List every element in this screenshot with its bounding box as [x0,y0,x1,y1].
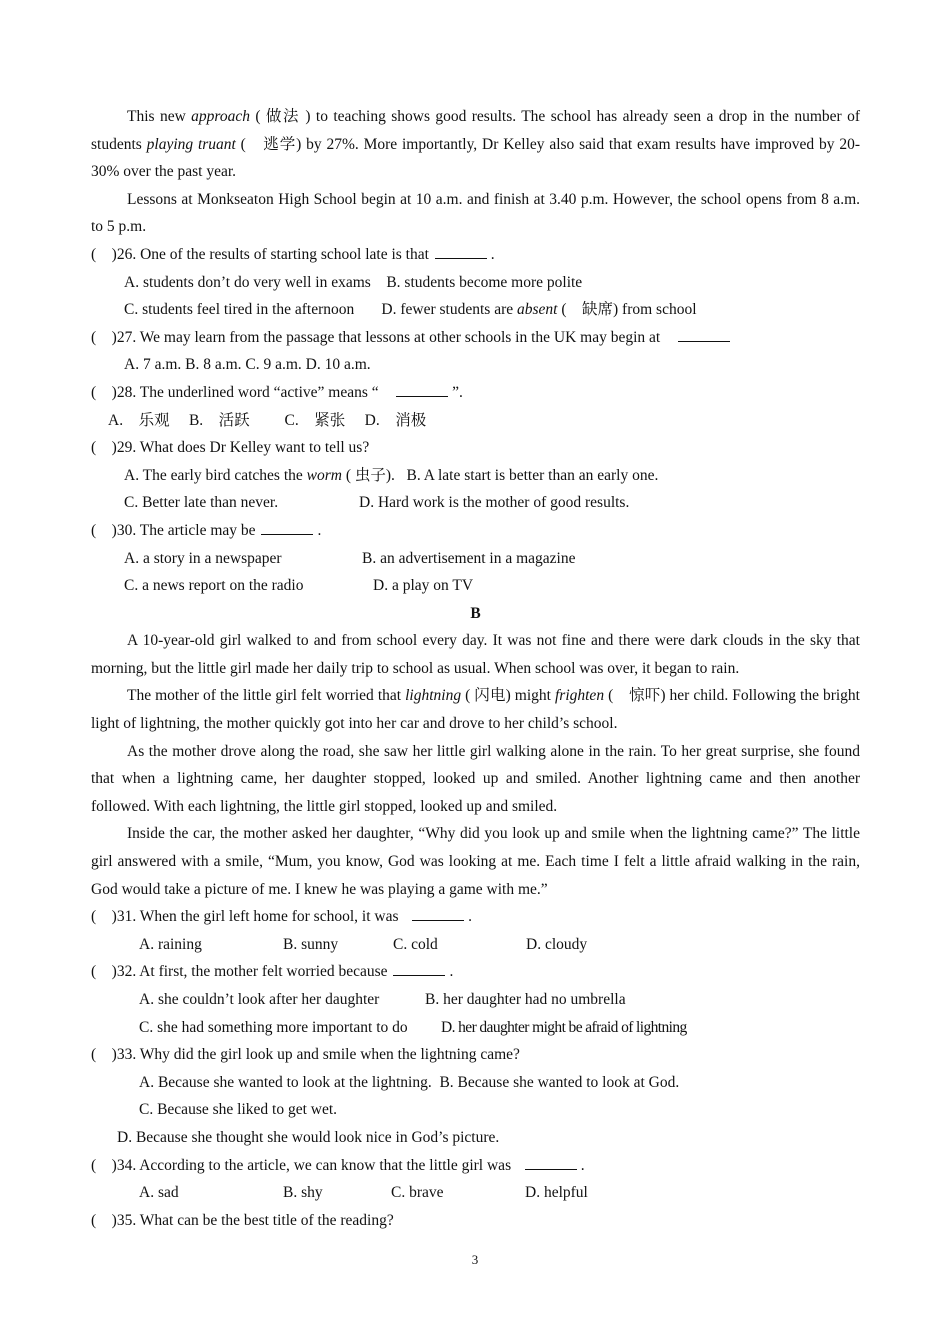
question-30: ( )30. The article may be . [91,517,860,545]
question-32: ( )32. At first, the mother felt worried because . [91,958,860,986]
option-a: A. The early bird catches the worm ( 虫子). [124,466,395,484]
option-d: D. 消极 [364,411,427,429]
options-30 [91,545,860,573]
options-32 [91,986,860,1014]
option-d: D. her daughter might be afraid of lightning [441,1018,687,1036]
passage-a-paragraph [91,103,860,186]
option-a: A. sad [139,1184,179,1202]
answer-blank [393,960,445,976]
options-28 [91,407,860,435]
question-31: ( )31. When the girl left home for school, it was . [91,903,860,931]
answer-blank [678,326,730,342]
vocab-word: lightning [405,687,462,705]
text-run: ( 做法 ) to teaching shows good results. The school has already seen a drop in the number of students [91,108,860,153]
answer-blank [396,381,448,397]
options-31 [91,931,860,959]
option-c: C. 紧张 [284,411,346,429]
option-c: C. brave [391,1184,444,1202]
question-34: ( )34. According to the article, we can know that the little girl was . [91,1152,860,1180]
option-c: C. Better late than never. [124,494,279,512]
option-a: A. 乐观 [108,411,170,429]
text-run: ( 逃学) by 27%. More importantly, Dr Kelley also said that exam results have improved by 20-30% over the past year. [91,135,860,181]
options-29 [91,489,860,517]
answer-blank [525,1154,577,1170]
text-run: This new [127,108,192,125]
option-b: B. Because she wanted to look at God. [439,1073,680,1091]
option-d: D. a play on TV [373,577,474,595]
question-26: ( )26. One of the results of starting school late is that . [91,241,860,269]
option-c: C. a news report on the radio [124,577,304,595]
vocab-word: frighten [554,687,605,705]
options-33: D. Because she thought she would look nice in God’s picture. [117,1128,500,1146]
option-b: B. sunny [283,935,339,953]
option-b: B. students become more polite [386,273,583,291]
vocab-word: playing truant [146,135,236,153]
option-b: B. her daughter had no umbrella [425,991,626,1008]
passage-b-paragraph: The mother of the little girl felt worried that lightning ( 闪电) might frighten ( 惊吓) her child. Following the bright light of lightning, the mother quickly got into her car and drove to her child’s school. [91,687,860,733]
option-b: B. shy [283,1184,323,1202]
answer-blank [412,905,464,921]
options-33 [91,1069,860,1097]
question-27: ( )27. We may learn from the passage that lessons at other schools in the UK may begin at [91,324,860,352]
passage-b-paragraph: As the mother drove along the road, she saw her little girl walking alone in the rain. To her great surprise, she found that when a lightning came, her daughter stopped, looked up and smiled. Another lightning came and then another followed. With each lightning, the little girl stopped, looked up and smiled. [91,742,860,815]
option-a: A. she couldn’t look after her daughter [139,991,380,1008]
option-d: D. helpful [525,1184,588,1202]
vocab-word: approach [191,108,250,125]
options-26 [91,296,860,324]
option-d: D. Hard work is the mother of good results. [359,494,630,512]
options-30 [91,572,860,600]
option-a: A. raining [139,935,202,953]
option-c: C. cold [393,935,438,953]
question-33: ( )33. Why did the girl look up and smile when the lightning came? [91,1046,520,1064]
option-c: C. students feel tired in the afternoon [124,301,355,319]
question-28: ( )28. The underlined word “active” means “ ”. [91,379,860,407]
options-29 [91,462,860,490]
page-number: 3 [471,1252,479,1267]
passage-b-paragraph: A 10-year-old girl walked to and from school every day. It was not fine and there were dark clouds in the sky that morning, but the little girl made her daily trip to school as usual. When school was over, it began to rain. [91,632,860,677]
option-d: D. fewer students are absent ( 缺席) from school [381,301,697,319]
answer-blank [261,519,313,535]
option-d: D. cloudy [526,935,588,953]
options-34 [91,1179,860,1207]
option-a: A. students don’t do very well in exams [124,273,371,291]
question-35: ( )35. What can be the best title of the reading? [91,1211,394,1229]
option-b: B. A late start is better than an early one. [406,466,659,484]
option-b: B. 活跃 [188,411,250,429]
options-32 [91,1014,860,1042]
option-b: B. an advertisement in a magazine [362,549,576,567]
option-a: A. a story in a newspaper [124,549,282,567]
options-26 [91,269,860,297]
passage-b-paragraph: Inside the car, the mother asked her daughter, “Why did you look up and smile when the lightning came?” The little girl answered with a smile, “Mum, you know, God was looking at me. Each time I felt a little afraid walking in the rain, God would take a picture of me. I knew he was playing a game with me.” [91,825,860,898]
option-c: C. she had something more important to do [139,1018,408,1036]
section-title: B [470,604,481,622]
answer-blank [435,243,487,259]
question-29: ( )29. What does Dr Kelley want to tell us? [91,439,370,457]
options-27: A. 7 a.m. B. 8 a.m. C. 9 a.m. D. 10 a.m. [124,356,371,374]
option-a: A. Because she wanted to look at the lightning. [139,1073,432,1091]
options-33: C. Because she liked to get wet. [139,1101,338,1119]
passage-a-paragraph: Lessons at Monkseaton High School begin at 10 a.m. and finish at 3.40 p.m. However, the school opens from 8 a.m. to 5 p.m. [91,190,860,236]
